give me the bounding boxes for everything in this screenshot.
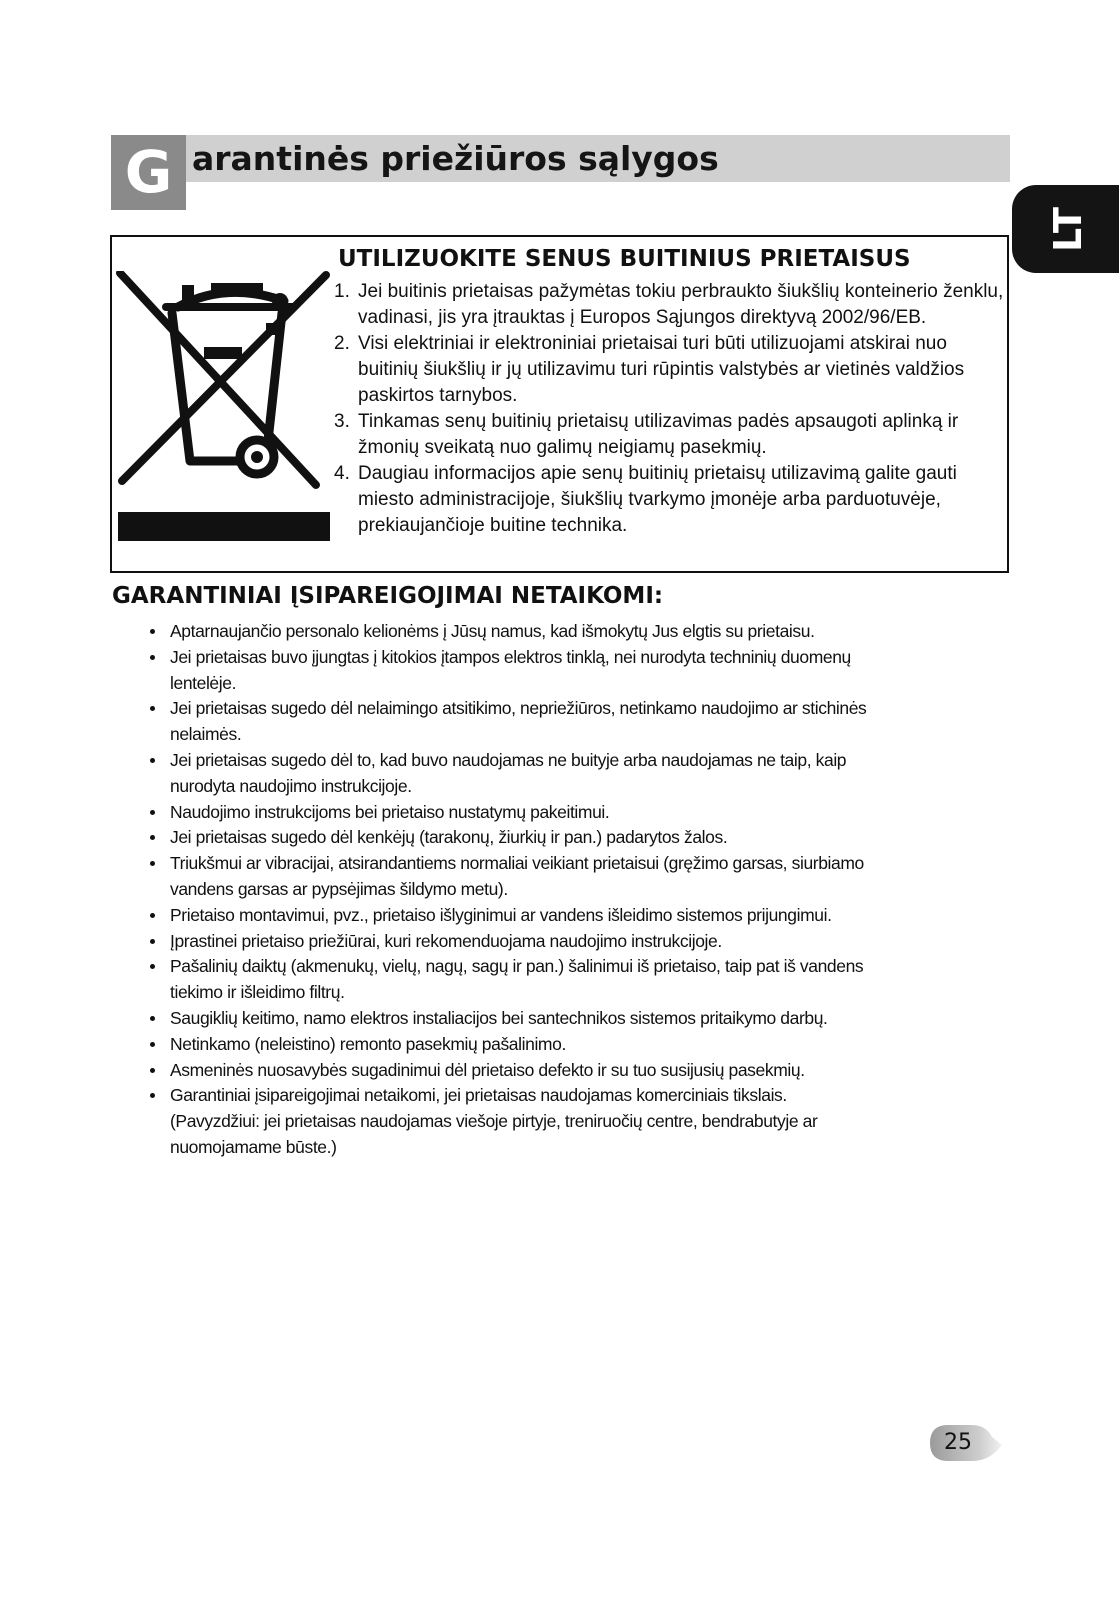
- list-item: Netinkamo (neleistino) remonto pasekmių pašalinimo.: [150, 1032, 870, 1058]
- weee-marking-bar: [118, 512, 330, 541]
- list-item: Asmeninės nuosavybės sugadinimui dėl prietaiso defekto ir su tuo susijusių pasekmių.: [150, 1058, 870, 1084]
- list-item: Pašalinių daiktų (akmenukų, vielų, nagų, sagų ir pan.) šalinimui iš prietaiso, taip pat iš vandens tiekimo ir išleidimo filtrų.: [150, 954, 870, 1006]
- list-item-text: Jei buitinis prietaisas pažymėtas tokiu perbraukto šiukšlių konteinerio ženklu, vadinasi, jis yra įtrauktas į Europos Sąjungos direktyvą 2002/96/EB.: [358, 281, 1004, 328]
- list-item: Aptarnaujančio personalo kelionėms į Jūsų namus, kad išmokytų Jus elgtis su prietaisu.: [150, 619, 870, 645]
- list-item: [334, 409, 1009, 461]
- list-item-number: 1.: [334, 281, 350, 302]
- list-item: Jei prietaisas buvo įjungtas į kitokios įtampos elektros tinklą, nei nurodyta techninių duomenų lentelėje.: [150, 645, 870, 697]
- disposal-heading: UTILIZUOKITE SENUS BUITINIUS PRIETAISUS: [338, 246, 911, 272]
- list-item-text: Daugiau informacijos apie senų buitinių prietaisų utilizavimą galite gauti miesto administracijoje, šiukšlių tvarkymo įmonėje arba parduotuvėje, prekiaujančioje buitine technika.: [358, 463, 957, 536]
- page-number-badge: [928, 1423, 1004, 1463]
- list-item: Triukšmui ar vibracijai, atsirandantiems normaliai veikiant prietaisui (gręžimo garsas, siurbiamo vandens garsas ar pypsėjimas šildymo metu).: [150, 851, 870, 903]
- list-item-number: 2.: [334, 333, 350, 354]
- exclusions-heading: GARANTINIAI ĮSIPAREIGOJIMAI NETAIKOMI:: [112, 583, 664, 609]
- language-tab: [1012, 185, 1119, 273]
- list-item-number: 4.: [334, 463, 350, 484]
- list-item: Prietaiso montavimui, pvz., prietaiso išlyginimui ar vandens išleidimo sistemos prijungimui.: [150, 903, 870, 929]
- list-item-text: Visi elektriniai ir elektroniniai prietaisai turi būti utilizuojami atskirai nuo buitinių šiukšlių ir jų utilizavimu turi rūpintis valstybės ar vietinės valdžios paskirtos tarnybos.: [358, 333, 965, 406]
- list-item: Jei prietaisas sugedo dėl kenkėjų (tarakonų, žiurkių ir pan.) padarytos žalos.: [150, 825, 870, 851]
- list-item: Garantiniai įsipareigojimai netaikomi, jei prietaisas naudojamas komerciniais tikslais. (Pavyzdžiui: jei prietaisas naudojamas viešoje pirtyje, treniruočių centre, bendrabutyje ar nuomojamame būste.): [150, 1083, 870, 1160]
- list-item: [334, 331, 1009, 409]
- language-tab-label: LT: [1046, 206, 1090, 252]
- list-item: Jei prietaisas sugedo dėl to, kad buvo naudojamas ne buityje arba naudojamas ne taip, kaip nurodyta naudojimo instrukcijoje.: [150, 748, 870, 800]
- title-initial-box: G: [111, 135, 186, 210]
- list-item: [334, 461, 1009, 539]
- list-item: Saugiklių keitimo, namo elektros instaliacijos bei santechnikos sistemos pritaikymo darbų.: [150, 1006, 870, 1032]
- page-number: 25: [944, 1430, 972, 1455]
- crossed-out-wheelie-bin-icon: [116, 271, 332, 501]
- exclusions-list: [150, 619, 870, 1161]
- list-item: Naudojimo instrukcijoms bei prietaiso nustatymų pakeitimui.: [150, 800, 870, 826]
- disposal-list: [334, 279, 1009, 539]
- page-title: arantinės priežiūros sąlygos: [192, 139, 719, 178]
- list-item-text: Tinkamas senų buitinių prietaisų utilizavimas padės apsaugoti aplinką ir žmonių sveikatą nuo galimų neigiamų pasekmių.: [358, 411, 959, 458]
- list-item: Jei prietaisas sugedo dėl nelaimingo atsitikimo, nepriežiūros, netinkamo naudojimo ar stichinės nelaimės.: [150, 696, 870, 748]
- list-item: [334, 279, 1009, 331]
- list-item-number: 3.: [334, 411, 350, 432]
- list-item: Įprastinei prietaiso priežiūrai, kuri rekomenduojama naudojimo instrukcijoje.: [150, 929, 870, 955]
